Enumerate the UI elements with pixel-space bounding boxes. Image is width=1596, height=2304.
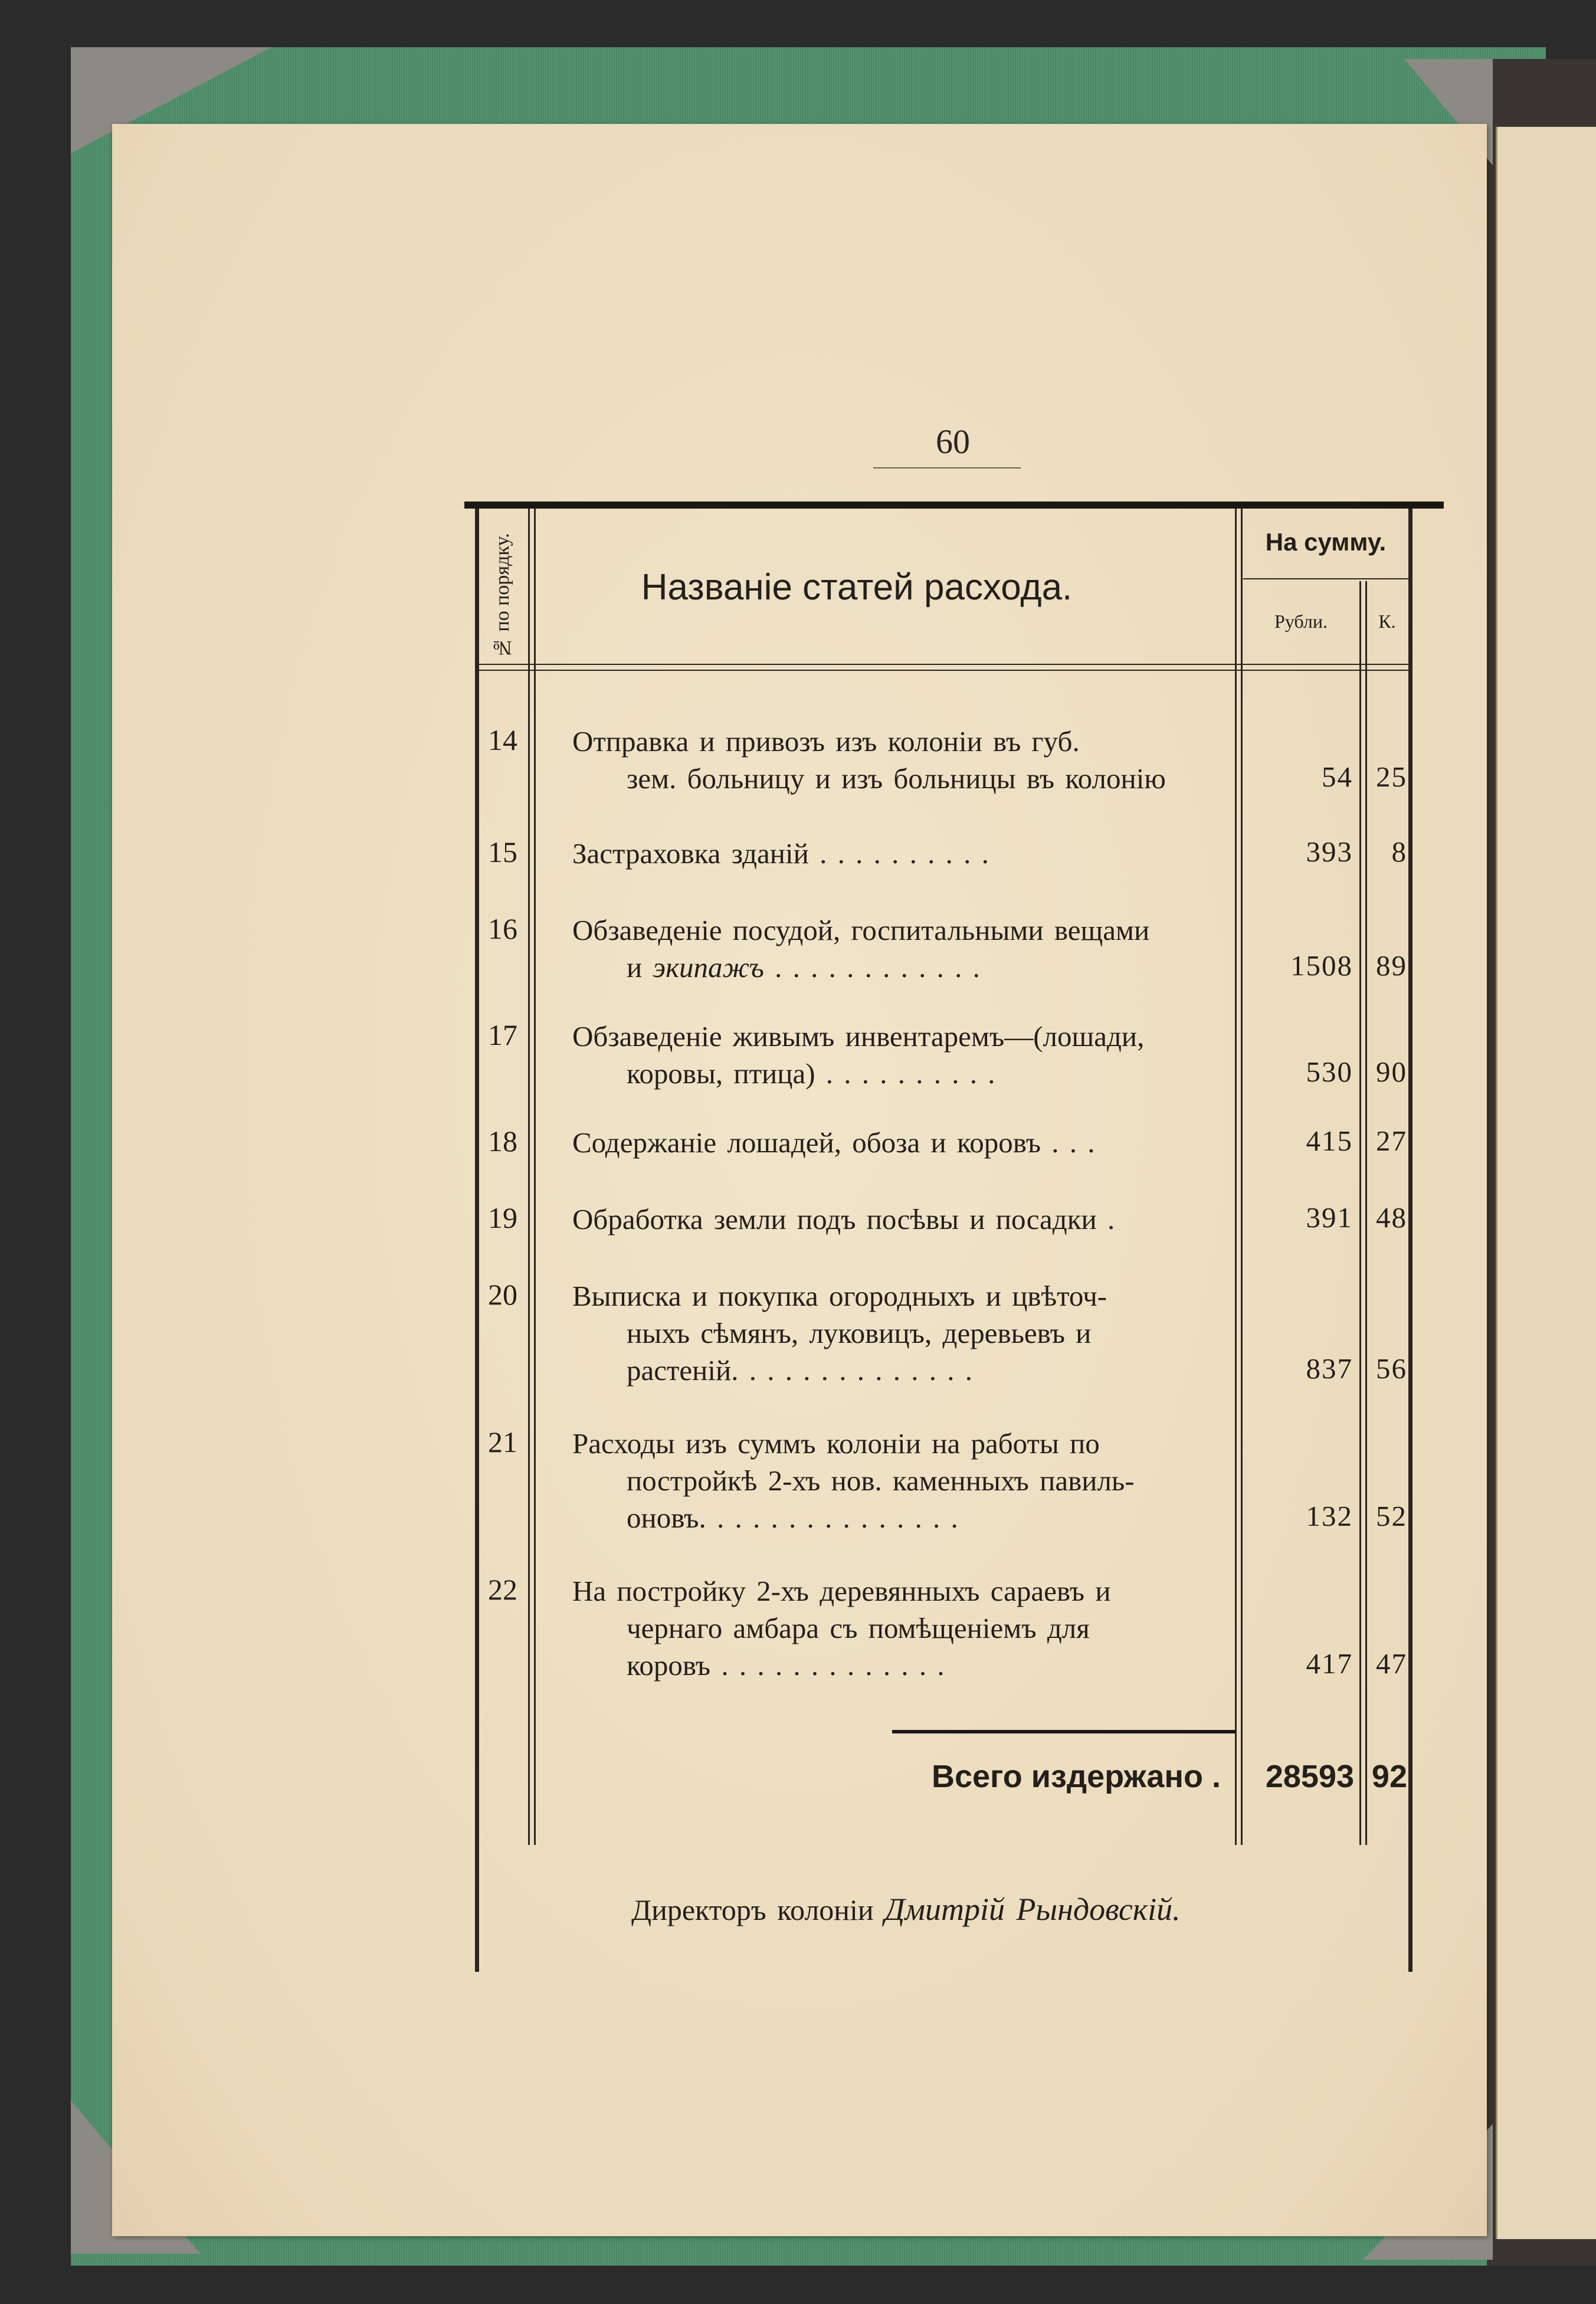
- row-rubles: 391: [1306, 1201, 1353, 1234]
- column-divider: [1241, 509, 1243, 1845]
- table-left-border: [475, 509, 479, 1972]
- row-kopecks: 56: [1376, 1352, 1407, 1385]
- table-right-border: [1408, 509, 1413, 1972]
- total-rubles: 28593: [1265, 1759, 1354, 1794]
- table-top-rule: [464, 502, 1444, 509]
- row-number: 18: [488, 1125, 517, 1158]
- row-description: [572, 1201, 1221, 1238]
- row-description-line: Расходы изъ суммъ колоніи на работы по: [572, 1427, 1100, 1460]
- row-rubles: 415: [1306, 1125, 1353, 1157]
- row-description-line: Содержаніе лошадей, обоза и коровъ . . .: [572, 1126, 1095, 1159]
- page-number: 60: [936, 422, 970, 461]
- column-header-rubles: Рубли.: [1274, 611, 1328, 632]
- row-kopecks: 8: [1391, 835, 1407, 868]
- column-header-kopecks: К.: [1378, 611, 1396, 632]
- expense-table: [464, 502, 1445, 1841]
- page-number-rule: [873, 467, 1021, 468]
- header-rule: [479, 670, 1410, 671]
- row-description: [572, 1572, 1221, 1684]
- row-number: 20: [488, 1278, 517, 1311]
- column-header-name: Названіе статей расхода.: [641, 567, 1073, 608]
- row-description-line: Обзаведеніе посудой, госпитальными вещами: [572, 914, 1150, 946]
- total-kopecks: 92: [1371, 1759, 1407, 1794]
- row-rubles: 1508: [1290, 949, 1353, 982]
- row-kopecks: 27: [1376, 1125, 1407, 1157]
- row-description: [572, 912, 1221, 986]
- row-kopecks: 52: [1376, 1500, 1407, 1532]
- row-rubles: 837: [1306, 1352, 1353, 1385]
- signature-prefix: Директоръ колоніи: [631, 1893, 874, 1926]
- row-description-line: Обзаведеніе живымъ инвентаремъ—(лошади,: [572, 1020, 1145, 1053]
- column-divider: [534, 509, 536, 1845]
- row-description-line: На постройку 2-хъ деревянныхъ сараевъ и: [572, 1575, 1111, 1607]
- row-description-line: коровъ . . . . . . . . . . . . .: [627, 1649, 945, 1682]
- row-description-line: Обработка земли подъ посѣвы и посадки .: [572, 1203, 1115, 1235]
- row-description-line: Выписка и покупка огородныхъ и цвѣточ-: [572, 1280, 1107, 1312]
- column-divider: [528, 509, 530, 1845]
- total-label: Всего издержано .: [931, 1759, 1221, 1794]
- row-description-line: оновъ. . . . . . . . . . . . . . .: [627, 1502, 958, 1534]
- row-description-line: растеній. . . . . . . . . . . . . .: [627, 1354, 972, 1387]
- row-description-line: и экипажъ . . . . . . . . . . . .: [627, 951, 980, 984]
- document-page: [112, 124, 1487, 2236]
- row-description-line: коровы, птица) . . . . . . . . . .: [627, 1057, 995, 1090]
- row-kopecks: 89: [1376, 949, 1407, 982]
- row-description: [572, 1425, 1221, 1536]
- row-number: 21: [488, 1425, 517, 1459]
- row-rubles: 54: [1322, 761, 1353, 793]
- column-header-sum: На сумму.: [1265, 528, 1387, 556]
- row-description-line: Отправка и привозъ изъ колоніи въ губ.: [572, 725, 1080, 758]
- row-rubles: 417: [1306, 1647, 1353, 1680]
- header-rule: [479, 664, 1410, 665]
- row-number: 15: [488, 835, 517, 868]
- row-description-line: ныхъ сѣмянъ, луковицъ, деревьевъ и: [627, 1317, 1092, 1349]
- row-description: [572, 1018, 1221, 1092]
- row-number: 14: [488, 723, 517, 756]
- row-kopecks: 48: [1376, 1201, 1407, 1234]
- header-rule: [1243, 578, 1410, 579]
- row-number: 17: [488, 1018, 517, 1051]
- row-description: [572, 1277, 1221, 1389]
- row-description-line: чернаго амбара съ помѣщеніемъ для: [627, 1612, 1090, 1644]
- column-divider: [1235, 509, 1237, 1845]
- adjacent-page-edge: [1496, 127, 1596, 2239]
- row-rubles: 132: [1306, 1500, 1353, 1532]
- column-header-number: № по порядку.: [491, 533, 513, 659]
- director-signature-line: [631, 1891, 1280, 1928]
- row-kopecks: 47: [1376, 1647, 1407, 1680]
- row-rubles: 530: [1306, 1056, 1353, 1088]
- row-kopecks: 90: [1376, 1056, 1407, 1088]
- column-divider: [1359, 581, 1361, 1845]
- total-rule: [892, 1730, 1235, 1733]
- row-description: [572, 723, 1221, 797]
- row-rubles: 393: [1306, 835, 1353, 868]
- signature-name: Дмитрій Рындовскій.: [884, 1892, 1181, 1927]
- row-number: 16: [488, 912, 517, 945]
- row-description: [572, 835, 1221, 872]
- row-description-line: Застраховка зданій . . . . . . . . . .: [572, 837, 989, 870]
- row-description-line: зем. больницу и изъ больницы въ колонію: [627, 762, 1166, 795]
- row-number: 19: [488, 1201, 517, 1234]
- row-kopecks: 25: [1376, 761, 1407, 793]
- row-description: [572, 1124, 1221, 1161]
- row-description-line: постройкѣ 2-хъ нов. каменныхъ павиль-: [627, 1464, 1135, 1497]
- row-number: 22: [488, 1573, 517, 1606]
